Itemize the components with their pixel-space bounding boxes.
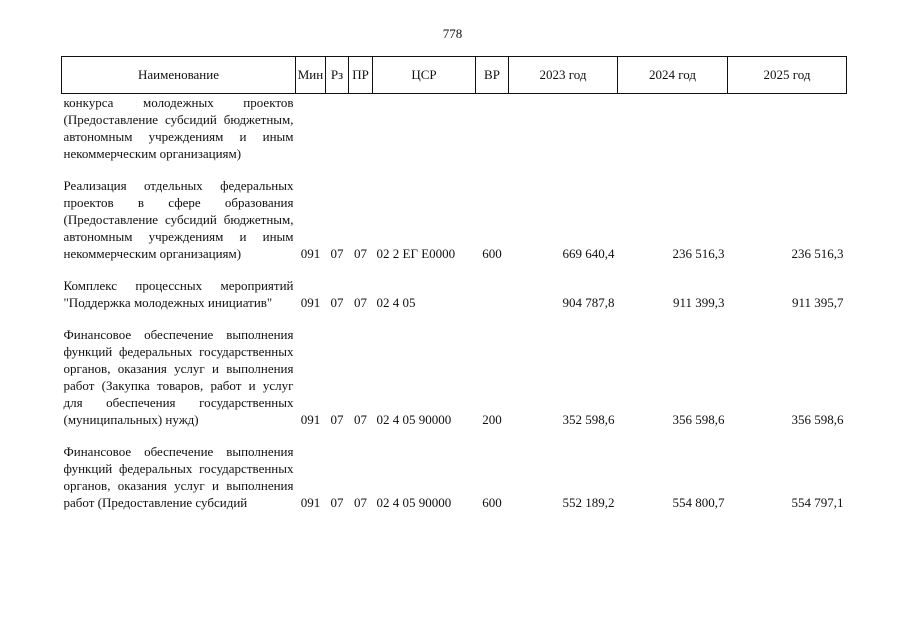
row-2024 [618,94,728,178]
row-2024: 356 598,6 [672,412,725,427]
header-rz: Рз [326,57,349,94]
row-name: Финансовое обеспечение выполнения функций федеральных государственных органов, оказания услуг и выполнения работ (Закупка товаров, работ и услуг для обеспечения государственных (муниципальных) нужд) [63,327,294,427]
table-row [62,177,847,277]
row-rz: 07 [330,412,344,427]
row-pr: 07 [354,246,367,261]
row-name: Комплекс процессных мероприятий "Поддержка молодежных инициатив" [63,278,294,310]
header-csr: ЦСР [373,57,476,94]
row-csr [373,94,476,178]
row-name: Реализация отдельных федеральных проектов в сфере образования (Предоставление субсидий бюджетным, автономным учреждениям и иным некоммерческим организациям) [63,178,294,261]
table-row [62,277,847,326]
header-vr: ВР [476,57,509,94]
row-2025 [728,94,847,178]
header-pr: ПР [349,57,373,94]
row-csr: 02 2 ЕГ Е0000 [376,246,456,261]
table-row [62,443,847,511]
row-min: 091 [300,412,321,427]
row-pr: 07 [354,412,367,427]
row-rz: 07 [330,495,344,510]
row-min [296,94,326,178]
row-2023: 669 640,4 [562,246,615,261]
row-rz: 07 [330,295,344,310]
row-pr: 07 [354,295,367,310]
row-csr: 02 4 05 90000 [376,412,452,427]
row-2025: 236 516,3 [791,246,844,261]
row-2023: 904 787,8 [562,295,615,310]
row-vr: 200 [482,412,502,427]
header-min: Мин [296,57,326,94]
row-2024: 911 399,3 [672,295,725,310]
row-pr: 07 [354,495,367,510]
row-2025: 911 395,7 [791,295,844,310]
header-2023: 2023 год [509,57,618,94]
row-vr: 600 [482,246,502,261]
row-min: 091 [300,295,321,310]
row-2023: 352 598,6 [562,412,615,427]
row-rz [326,94,349,178]
row-csr: 02 4 05 [376,295,416,310]
row-min: 091 [300,246,321,261]
row-2025: 554 797,1 [791,495,844,510]
row-name: конкурса молодежных проектов (Предоставление субсидий бюджетным, автономным учреждениям и иным некоммерческим организациям) [63,95,294,161]
row-2023: 552 189,2 [562,495,615,510]
page-number: 778 [442,26,463,41]
row-csr: 02 4 05 90000 [376,495,452,510]
header-2024: 2024 год [618,57,728,94]
table-row [62,94,847,178]
row-2025: 356 598,6 [791,412,844,427]
row-min: 091 [300,495,321,510]
row-2024: 236 516,3 [672,246,725,261]
row-name: Финансовое обеспечение выполнения функций федеральных государственных органов, оказания услуг и выполнения работ (Предоставление субсидий [63,444,294,510]
header-name: Наименование [62,57,296,94]
table-header [62,57,847,94]
table-row [62,326,847,443]
row-vr: 600 [482,495,502,510]
row-rz: 07 [330,246,344,261]
row-vr [476,94,509,178]
row-pr [349,94,373,178]
budget-table [61,56,847,511]
table-body [62,94,847,512]
row-2024: 554 800,7 [672,495,725,510]
header-2025: 2025 год [728,57,847,94]
row-vr [476,277,509,326]
row-2023 [509,94,618,178]
